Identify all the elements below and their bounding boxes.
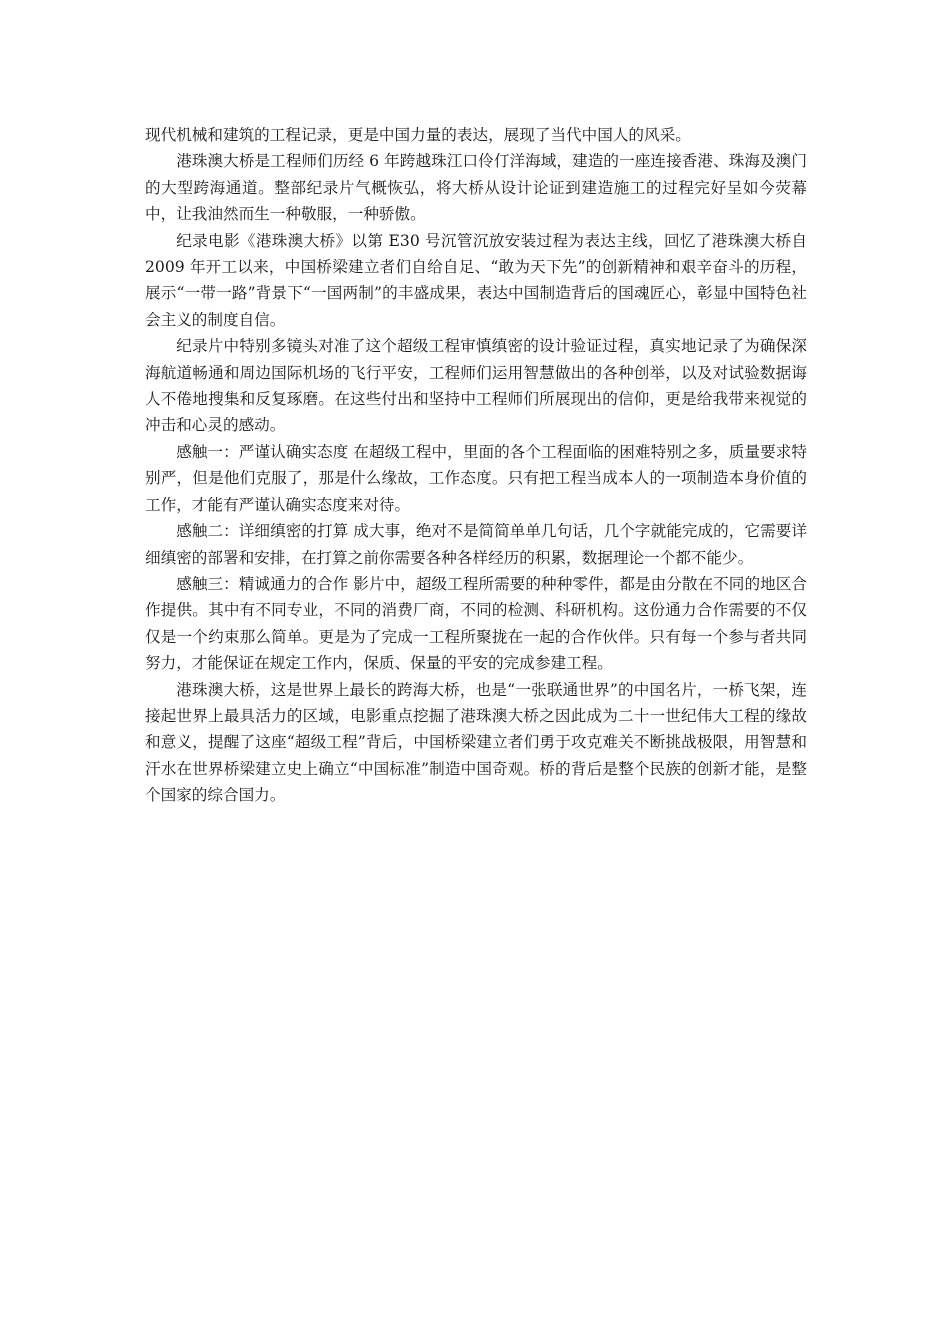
- paragraph-conclusion: 港珠澳大桥，这是世界上最长的跨海大桥，也是“一张联通世界”的中国名片，一桥飞架，连接起世界上最具活力的区域，电影重点挖掘了港珠澳大桥之因此成为二十一世纪伟大工程的缘故和意义，提醒了这座“超级工程”背后，中国桥梁建立者们勇于攻克难关不断挑战极限，用智慧和汗水在世界桥梁建立史上确立“中国标准”制造中国奇观。桥的背后是整个民族的创新才能，是整个国家的综合国力。: [145, 680, 807, 805]
- document-body: [145, 122, 807, 809]
- paragraph-insight-one: 感触一：严谨认确实态度 在超级工程中，里面的各个工程面临的困难特别之多，质量要求特别严，但是他们克服了，那是什么缘故，工作态度。只有把工程当成本人的一项制造本身价值的工作，才能有严谨认确实态度来对待。: [145, 442, 807, 514]
- paragraph-documentary-theme: 纪录电影《港珠澳大桥》以第 E30 号沉管沉放安装过程为表达主线，回忆了港珠澳大桥自 2009 年开工以来，中国桥梁建立者们自给自足、“敢为天下先”的创新精神和艰辛奋斗的历程，展示“一带一路”背景下“一国两制”的丰盛成果，表达中国制造背后的国魂匠心，彰显中国特色社会主义的制度自信。: [145, 231, 807, 329]
- paragraph-insight-two: 感触二：详细缜密的打算 成大事，绝对不是简简单单几句话，几个字就能完成的，它需要详细缜密的部署和安排，在打算之前你需要各种各样经历的积累，数据理论一个都不能少。: [145, 522, 807, 567]
- paragraph-insight-three: 感触三：精诚通力的合作 影片中，超级工程所需要的种种零件，都是由分散在不同的地区合作提供。其中有不同专业，不同的消费厂商，不同的检测、科研机构。这份通力合作需要的不仅仅是一个约束那么简单。更是为了完成一工程所聚拢在一起的合作伙伴。只有每一个参与者共同努力，才能保证在规定工作内，保质、保量的平安的完成参建工程。: [145, 574, 807, 673]
- paragraph-bridge-intro: 港珠澳大桥是工程师们历经 6 年跨越珠江口伶仃洋海域，建造的一座连接香港、珠海及澳门的大型跨海通道。整部纪录片气概恢弘，将大桥从设计论证到建造施工的过程完好呈如今荧幕中，让我油然而生一种敬服，一种骄傲。: [145, 152, 807, 224]
- paragraph-design-verification: 纪录片中特别多镜头对准了这个超级工程审慎缜密的设计验证过程，真实地记录了为确保深海航道畅通和周边国际机场的飞行平安，工程师们运用智慧做出的各种创举，以及对试验数据诲人不倦地搜集和反复琢磨。在这些付出和坚持中工程师们所展现出的信仰，更是给我带来视觉的冲击和心灵的感动。: [145, 337, 807, 435]
- paragraph-continuation: 现代机械和建筑的工程记录，更是中国力量的表达，展现了当代中国人的风采。: [145, 126, 691, 144]
